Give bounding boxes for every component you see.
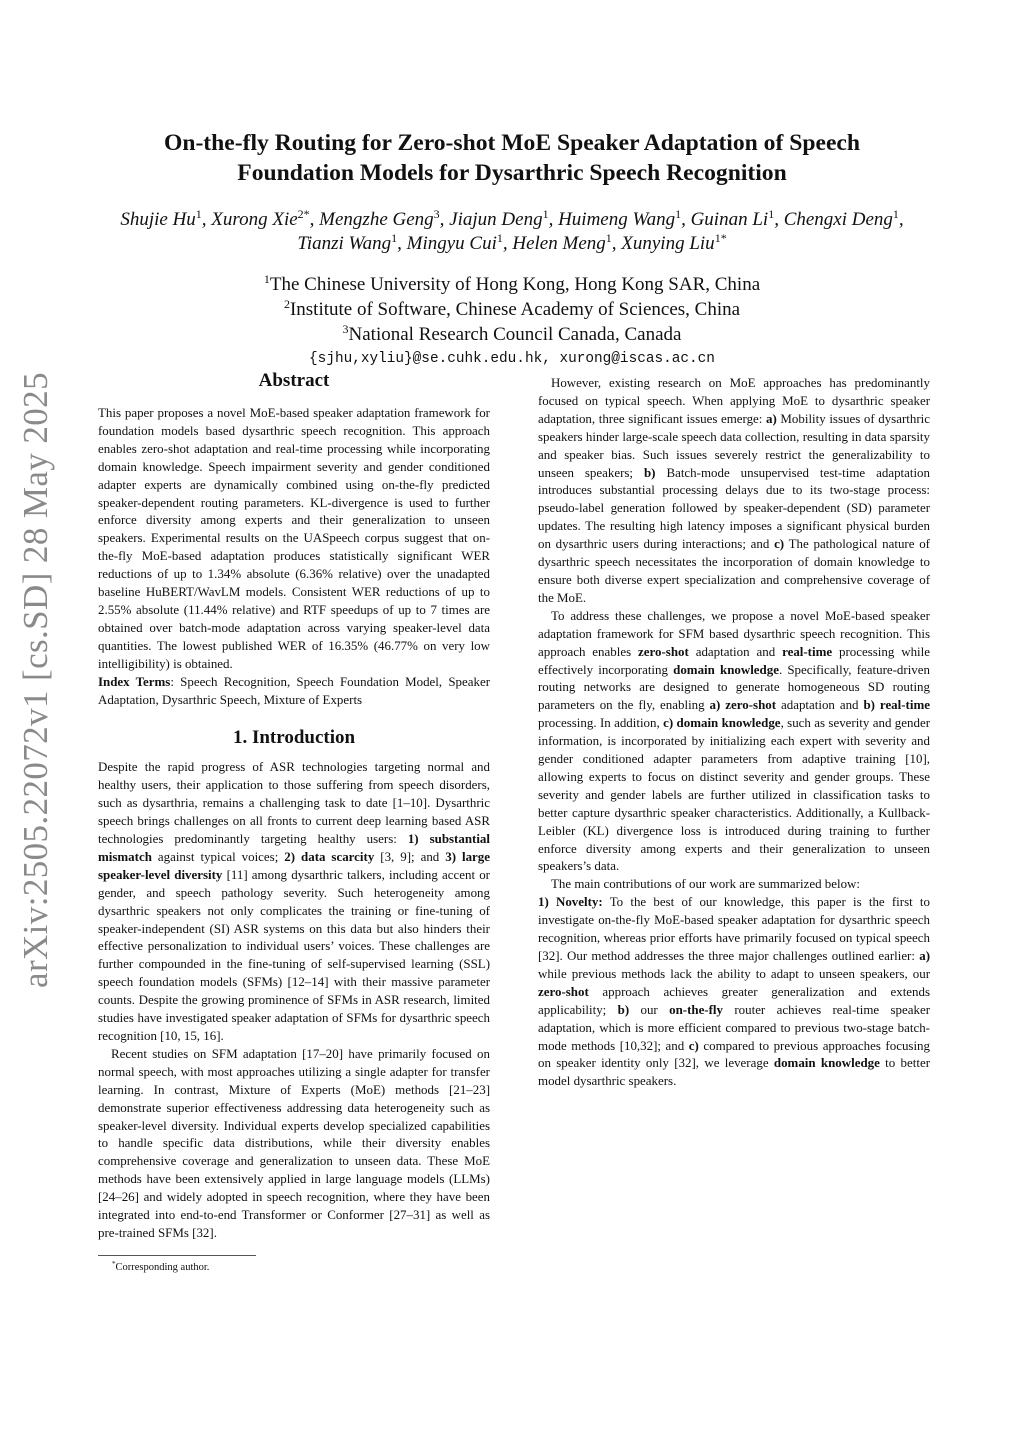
author-emails: {sjhu,xyliu}@se.cuhk.edu.hk, xurong@iscas.ac.cn [309, 351, 715, 367]
intro-paragraph: To address these challenges, we propose a novel MoE-based speaker adaptation framework for SFM based dysarthric speech recognition. This approach enables zero-shot adaptation and real-time processing while effectively incorporating domain knowledge. Specifically, feature-driven routing networks are designed to generate homogeneous SD routing parameters on the fly, enabling a) zero-shot adaptation and b) real-time processing. In addition, c) domain knowledge, such as severity and gender information, is incorporated by initializing each expert with severity and gender conditioned adapter parameters from adaptive training [10], allowing experts to focus on distinct severity and gender groups. These severity and gender labels are further utilized in classification tasks to better capture dysarthric speaker characteristics. Additionally, a Kullback-Leibler (KL) divergence loss is introduced during training to further enforce diversity among experts and their generalization to unseen speakers’s data. [538, 607, 930, 874]
right-column [538, 374, 930, 1090]
abstract-heading: Abstract [258, 370, 330, 391]
introduction-heading: 1. Introduction [232, 727, 356, 749]
title-line-1: On-the-fly Routing for Zero-shot MoE Speaker Adaptation of Speech [163, 130, 861, 156]
intro-paragraph: The main contributions of our work are summarized below: [551, 876, 860, 892]
intro-paragraph: However, existing research on MoE approaches has predominantly focused on typical speech. When applying MoE to dysarthric speaker adaptation, three significant issues emerge: a) Mobility issues of dysarthric speakers hinder large-scale speech data collection, resulting in data sparsity and speaker bias. Such issues severely restrict the generalizability to unseen speakers; b) Batch-mode unsupervised test-time adaptation introduces substantial processing delays due to its two-stage process: pseudo-label generation followed by speaker-dependent (SD) parameter updates. The resulting high latency imposes a significant physical burden on dysarthric users during interactions; and c) The pathological nature of dysarthric speech necessitates the incorporation of domain knowledge to ensure both diverse expert specialization and comprehensive coverage of the MoE. [538, 375, 930, 605]
affiliation: $^2$Institute of Software, Chinese Academy of Sciences, China [283, 297, 741, 320]
author: Guinan Li$^1$ [690, 207, 775, 230]
title-line-2: Foundation Models for Dysarthric Speech Recognition [237, 160, 787, 186]
author: Huimeng Wang$^1$ [558, 207, 682, 230]
author-list: Shujie Hu$^1$, Xurong Xie$^{2*}$, Mengzhe Geng$^3$, Jiajun Deng$^1$, Huimeng Wang$^1$, Guinan Li$^1$, Chengxi Deng$^1$, Tianzi Wang$^1$, Mingyu Cui$^1$, Helen Meng$^1$, Xunying Liu$^{1*}$ [120, 207, 904, 254]
affiliations [110, 272, 914, 347]
author: Tianzi Wang$^1$ [297, 231, 398, 254]
paper-title [110, 128, 914, 188]
index-terms: Index Terms: Speech Recognition, Speech Foundation Model, Speaker Adaptation, Dysarthric Speech, Mixture of Experts [98, 673, 490, 707]
author: Jiajun Deng$^1$ [449, 207, 549, 230]
author: Mingyu Cui$^1$ [406, 231, 503, 254]
contributions-paragraph: 1) Novelty: To the best of our knowledge, this paper is the first to investigate on-the-fly MoE-based speaker adaptation for dysarthric speech recognition, whereas prior efforts have primarily focused on typical speech [32]. Our method addresses the three major challenges outlined earlier: a) while previous methods lack the ability to adapt to unseen speakers, our zero-shot approach achieves greater generalization and extends applicability; b) our on-the-fly router achieves real-time speaker adaptation, which is more efficient compared to previous two-stage batch-mode methods [10,32]; and c) compared to previous approaches focusing on speaker identity only [32], we leverage domain knowledge to better model dysarthric speakers. [538, 894, 931, 1089]
author: Xurong Xie$^{2*}$ [211, 207, 310, 230]
author: Helen Meng$^1$ [512, 231, 612, 254]
intro-paragraph: Despite the rapid progress of ASR technologies targeting normal and healthy users, their application to those suffering from speech disorders, such as dysarthria, remains a challenging task to date [1–10]. Dysarthric speech brings challenges on all fronts to current deep learning based ASR technologies predominantly targeting healthy users: 1) substantial mismatch against typical voices; 2) data scarcity [3, 9]; and 3) large speaker-level diversity [11] among dysarthric talkers, including accent or gender, and speech pathology severity. Such heterogeneity among dysarthric speakers not only complicates the training or fine-tuning of speaker-independent (SI) ASR systems on this data but also hinders their effective personalization to individual users’ voices. These challenges are further compounded in the fine-tuning of self-supervised learning (SSL) speech foundation models (SFMs) [12–14] with their massive parameter counts. Despite the growing prominence of SFMs in ASR research, limited studies have investigated speaker adaptation of SFMs for dysarthric speech recognition [10, 15, 16]. [98, 759, 491, 1043]
affiliation: $^3$National Research Council Canada, Canada [342, 322, 682, 345]
abstract-text: This paper proposes a novel MoE-based speaker adaptation framework for foundation models based dysarthric speech recognition. This approach enables zero-shot adaptation and real-time processing while incorporating domain knowledge. Speech impairment severity and gender conditioned adapter experts are dynamically combined using on-the-fly predicted speaker-dependent routing parameters. KL-divergence is used to further enforce diversity among experts and their generalization to unseen speakers. Experimental results on the UASpeech corpus suggest that on-the-fly MoE-based adaptation produces statistically significant WER reductions of up to 1.34% absolute (6.36% relative) over the unadapted baseline HuBERT/WavLM models. Consistent WER reductions of up to 2.55% absolute (11.44% relative) and RTF speedups of up to 7 times are obtained over batch-mode adaptation across varying speaker-level data quantities. The lowest published WER of 16.35% (46.77% on very low intelligibility) is obtained. [98, 405, 490, 671]
paper-page: arXiv:2505.22072v1 [cs.SD] 28 May 2025 On-the-fly Routing for Zero-shot MoE Speaker Adaptation of Speech Foundation Models for Dysarthric Speech Recognition Shujie Hu$^1$, Xurong Xie$^{2*}$, Mengzhe Geng$^3$, Jiajun Deng$^1$, Huimeng Wang$^1$, Guinan Li$^1$, Chengxi Deng$^1$, Tianzi Wang$^1$, Mingyu Cui$^1$, Helen Meng$^1$, Xunying Liu$^{1*}$ $^1$The Chinese University of Hong Kong, Hong Kong SAR, China $^2$Institute of Software, Chinese Academy of Sciences, China $^3$National Research Council Canada, Canada {sjhu,xyliu}@se.cuhk.edu.hk, xurong@iscas.ac.cn Abstract This paper proposes a novel MoE-based speaker adaptation framework for foundation models based dysarthric speech recognition. This approach enables zero-shot adaptation and real-time processing while incorporating domain knowledge. Speech impairment severity and gender conditioned adapter experts are dynamically combined using on-the-fly predicted speaker-dependent routing parameters. KL-divergence is used to further enforce diversity among experts and their generalization to unseen speakers. Experimental results on the UASpeech corpus suggest that on-the-fly MoE-based adaptation produces statistically significant WER reductions of up to 1.34% absolute (6.36% relative) over the unadapted baseline HuBERT/WavLM models. Consistent WER reductions of up to 2.55% absolute (11.44% relative) and RTF speedups of up to 7 times are obtained over batch-mode adaptation across varying speaker-level data quantities. The lowest published WER of 16.35% (46.77% on very low intelligibility) is obtained. Index Terms: Speech Recognition, Speech Foundation Model, Speaker Adaptation, Dysarthric Speech, Mixture of Experts 1. Introduction Despite the rapid progress of ASR technologies targeting normal and healthy users, their application to those suffering from speech disorders, such as dysarthria, remains a challenging task to date [1–10]. Dysarthric speech brings challenges on all fronts to current deep learning based ASR technologies predominantly targeting healthy users: 1) substantial mismatch against typical voices; 2) data scarcity [3, 9]; and 3) large speaker-level diversity [11] among dysarthric talkers, including accent or gender, and speech pathology severity. Such heterogeneity among dysarthric speakers not only complicates the training or fine-tuning of speaker-independent (SI) ASR systems on this data but also hinders their effective personalization to individual users’ voices. These challenges are further compounded in the fine-tuning of self-supervised learning (SSL) speech foundation models (SFMs) [12–14] with their massive parameter counts. Despite the growing prominence of SFMs in ASR research, limited studies have investigated speaker adaptation of SFMs for dysarthric speech recognition [10, 15, 16]. Recent studies on SFM adaptation [17–20] have primarily focused on normal speech, with most approaches utilizing a single adapter for transfer learning. In contrast, Mixture of Experts (MoE) methods [21–23] demonstrate superior effectiveness addressing data heterogeneity such as speaker-level diversity. Individual experts develop specialized capabilities to handle specific data distributions, while their diversity enables comprehensive coverage and generalization to unseen data. These MoE methods have been extensively applied in large language models (LLMs) [24–26] and widely adopted in speech recognition, where they have been integrated into end-to-end Transformer or Conformer [27–31] as well as pre-trained SFMs [32]. However, existing research on MoE approaches has predominantly focused on typical speech. When applying MoE to dysarthric speaker adaptation, three significant issues emerge: a) Mobility issues of dysarthric speakers hinder large-scale speech data collection, resulting in data sparsity and speaker bias. Such issues severely restrict the generalizability to unseen speakers; b) Batch-mode unsupervised test-time adaptation introduces substantial processing delays due to its two-stage process: pseudo-label generation followed by speaker-dependent (SD) parameter updates. The resulting high latency imposes a significant physical burden on dysarthric users during interactions; and c) The pathological nature of dysarthric speech necessitates the incorporation of domain knowledge to ensure both diverse expert specialization and comprehensive coverage of the MoE. To address these challenges, we propose a novel MoE-based speaker adaptation framework for SFM based dysarthric speech recognition. This approach enables zero-shot adaptation and real-time processing while effectively incorporating domain knowledge. Specifically, feature-driven routing networks are designed to generate homogeneous SD routing parameters on the fly, enabling a) zero-shot adaptation and b) real-time processing. In addition, c) domain knowledge, such as severity and gender information, is incorporated by initializing each expert with severity and gender conditioned adapter parameters from adaptive training [10], allowing experts to focus on distinct severity and gender groups. These severity and gender labels are further utilized in classification tasks to better capture dysarthric speaker characteristics. Additionally, a Kullback-Leibler (KL) divergence loss is introduced during training to further enforce diversity among experts and their generalization to unseen speakers’s data. The main contributions of our work are summarized below: 1) Novelty: To the best of our knowledge, this paper is the first to investigate on-the-fly MoE-based speaker adaptation for dysarthric speech recognition, whereas prior efforts have primarily focused on typical speech [32]. Our method addresses the three major challenges outlined earlier: a) while previous methods lack the ability to adapt to unseen speakers, our zero-shot approach achieves greater generalization and extends applicability; b) our on-the-fly router achieves real-time speaker adaptation, which is more efficient compared to previous two-stage batch-mode methods [10,32]; and c) compared to previous approaches focusing on speaker identity only [32], we leverage domain knowledge to better model dysarthric speakers. *Corresponding author. [16, 130, 931, 1273]
affiliation: $^1$The Chinese University of Hong Kong, Hong Kong SAR, China [263, 272, 761, 295]
intro-paragraph: Recent studies on SFM adaptation [17–20] have primarily focused on normal speech, with most approaches utilizing a single adapter for transfer learning. In contrast, Mixture of Experts (MoE) methods [21–23] demonstrate superior effectiveness addressing data heterogeneity such as speaker-level diversity. Individual experts develop specialized capabilities to handle specific data distributions, while their diversity enables comprehensive coverage and generalization to unseen data. These MoE methods have been extensively applied in large language models (LLMs) [24–26] and widely adopted in speech recognition, where they have been integrated into end-to-end Transformer or Conformer [27–31] as well as pre-trained SFMs [32]. [98, 1045, 490, 1240]
left-column [98, 368, 490, 1242]
author: Chengxi Deng$^1$ [783, 207, 899, 230]
footnote-divider [98, 1255, 256, 1256]
author: Shujie Hu$^1$ [120, 207, 202, 230]
author: Mengzhe Geng$^3$ [319, 207, 440, 230]
footnote: *Corresponding author. [112, 1260, 210, 1273]
author: Xunying Liu$^{1*}$ [621, 231, 727, 254]
